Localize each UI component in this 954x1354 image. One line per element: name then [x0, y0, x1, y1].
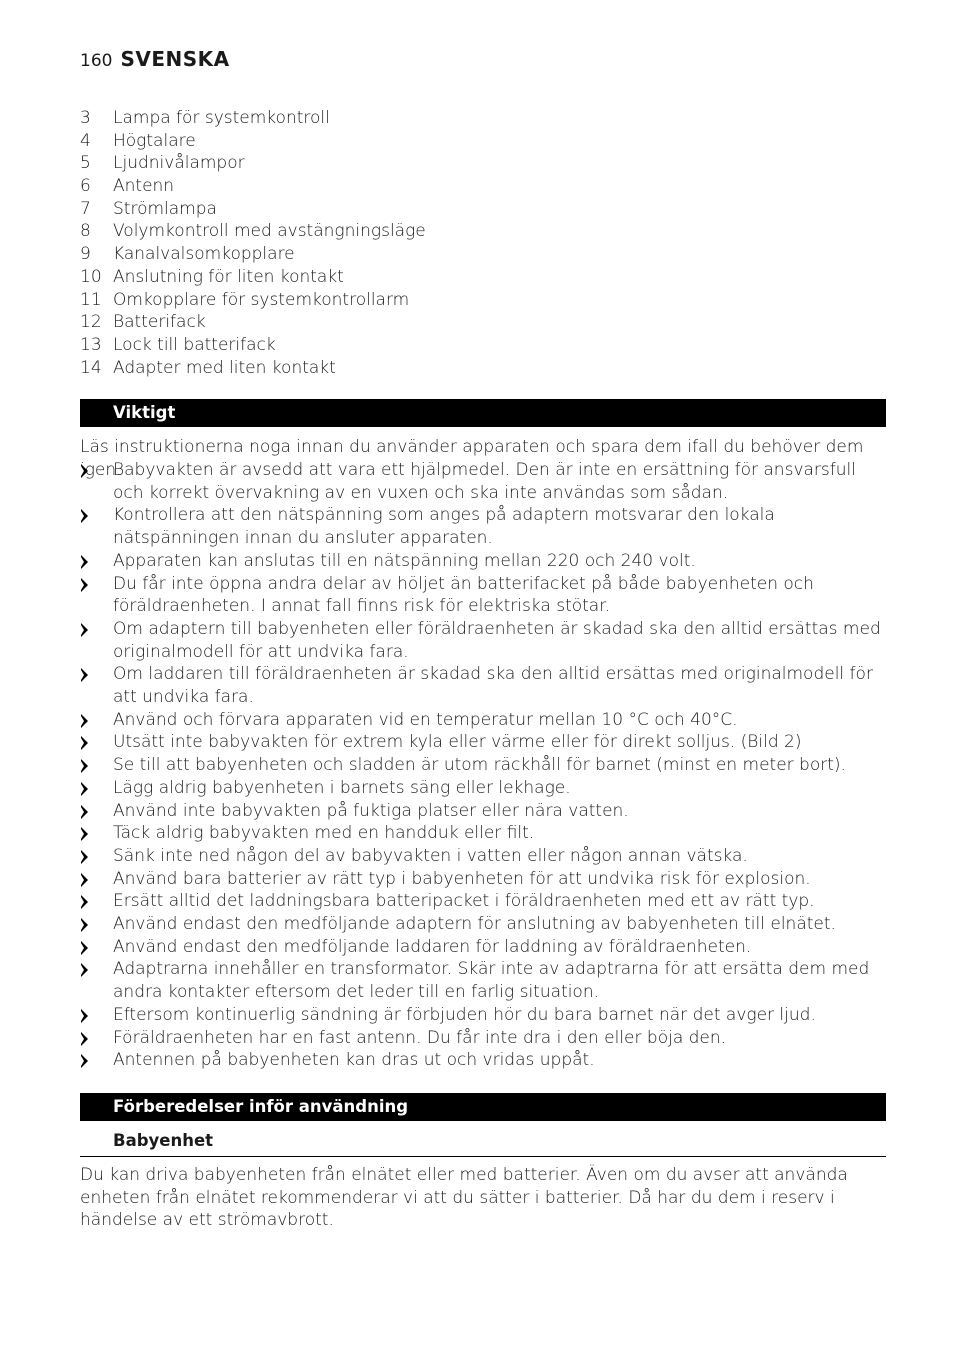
list-item	[80, 220, 880, 243]
bullet-arrow-icon	[81, 578, 88, 592]
bullet-arrow-icon	[81, 895, 88, 909]
bullet-arrow-icon	[81, 509, 88, 523]
bullet-arrow-icon	[81, 782, 88, 796]
list-item	[80, 266, 880, 289]
parts-list	[80, 107, 880, 379]
preparation-paragraph: Du kan driva babyenheten från elnätet eller med batterier. Även om du avser att använda enheten från elnätet rekommenderar vi att du sätter i batterier. Då har du dem i reserv i händelse av ett strömavbrott.	[80, 1165, 848, 1231]
list-item: Använd endast den medföljande adaptern för anslutning av babyenheten till elnätet.	[80, 913, 886, 936]
part-label: Strömlampa	[113, 198, 217, 219]
subheading-title: Babyenhet	[113, 1131, 214, 1150]
list-item: Utsätt inte babyvakten för extrem kyla eller värme eller för direkt solljus. (Bild 2)	[80, 731, 886, 754]
section-title: Viktigt	[113, 403, 176, 422]
bullet-arrow-icon	[81, 1054, 88, 1068]
list-item: Sänk inte ned någon del av babyvakten i vatten eller någon annan vätska.	[80, 845, 886, 868]
part-label: Lock till batterifack	[113, 334, 276, 355]
bullet-arrow-icon	[81, 623, 88, 637]
bullet-arrow-icon	[81, 827, 88, 841]
list-item: Du får inte öppna andra delar av höljet än batterifacket på både babyenheten och föräldraenheten. I annat fall finns risk för elektriska stötar.	[80, 573, 886, 618]
bullet-arrow-icon	[81, 941, 88, 955]
part-label: Lampa för systemkontroll	[113, 108, 330, 128]
part-number: 9	[80, 244, 91, 265]
part-number: 14	[80, 357, 102, 378]
list-item: Antennen på babyenheten kan dras ut och vridas uppåt.	[80, 1049, 886, 1072]
bullet-arrow-icon	[81, 1009, 88, 1023]
part-label: Omkopplare för systemkontrollarm	[113, 289, 410, 310]
list-item: Eftersom kontinuerlig sändning är förbjuden hör du bara barnet när det avger ljud.	[80, 1004, 886, 1027]
bullet-arrow-icon	[81, 736, 88, 750]
list-item: Adaptrarna innehåller en transformator. Skär inte av adaptrarna för att ersätta dem med andra kontakter eftersom det leder till en farlig situation.	[80, 958, 886, 1003]
section-heading-important	[80, 399, 886, 427]
language-title: SVENSKA	[120, 47, 230, 71]
part-number: 7	[80, 198, 91, 219]
bullet-arrow-icon	[81, 714, 88, 728]
part-number: 5	[80, 153, 91, 174]
safety-bullet-list	[80, 459, 886, 1072]
list-item: Använd endast den medföljande laddaren för laddning av föräldraenheten.	[80, 936, 886, 959]
section-title: Förberedelser inför användning	[113, 1097, 409, 1116]
part-number: 6	[80, 176, 91, 197]
list-item: Ersätt alltid det laddningsbara batteripacket i föräldraenheten med ett av rätt typ.	[80, 890, 886, 913]
list-item: Föräldraenheten har en fast antenn. Du får inte dra i den eller böja den.	[80, 1027, 886, 1050]
list-item	[80, 357, 880, 380]
list-item	[80, 198, 880, 221]
bullet-arrow-icon	[81, 668, 88, 682]
page-header	[80, 47, 230, 75]
bullet-arrow-icon	[81, 918, 88, 932]
part-number: 3	[80, 108, 91, 128]
list-item: Lägg aldrig babyenheten i barnets säng eller lekhage.	[80, 777, 886, 800]
bullet-arrow-icon	[81, 1032, 88, 1046]
list-item	[80, 289, 880, 312]
bullet-arrow-icon	[81, 805, 88, 819]
list-item: Om laddaren till föräldraenheten är skadad ska den alltid ersättas med originalmodell för att undvika fara.	[80, 663, 886, 708]
part-number: 4	[80, 130, 91, 151]
part-label: Högtalare	[113, 130, 196, 151]
list-item	[80, 107, 880, 130]
list-item	[80, 311, 880, 334]
part-label: Ljudnivålampor	[113, 153, 245, 174]
subheading-baby-unit	[80, 1128, 886, 1157]
list-item: Använd bara batterier av rätt typ i babyenheten för att undvika risk för explosion.	[80, 868, 886, 891]
part-label: Anslutning för liten kontakt	[113, 266, 344, 287]
section-heading-preparation	[80, 1093, 886, 1121]
page-number: 160	[80, 51, 113, 71]
list-item: Använd inte babyvakten på fuktiga platser eller nära vatten.	[80, 800, 886, 823]
bullet-arrow-icon	[81, 555, 88, 569]
list-item: Täck aldrig babyvakten med en handduk eller filt.	[80, 822, 886, 845]
part-label: Batterifack	[113, 312, 206, 333]
list-item	[80, 175, 880, 198]
list-item: Använd och förvara apparaten vid en temperatur mellan 10 °C och 40°C.	[80, 709, 886, 732]
part-number: 10	[80, 266, 102, 287]
list-item	[80, 130, 880, 153]
bullet-arrow-icon	[81, 759, 88, 773]
part-number: 11	[80, 289, 102, 310]
part-label: Volymkontroll med avstängningsläge	[113, 221, 426, 242]
bullet-arrow-icon	[81, 850, 88, 864]
part-label: Kanalvalsomkopplare	[113, 244, 295, 265]
list-item: Kontrollera att den nätspänning som anges på adaptern motsvarar den lokala nätspänningen innan du ansluter apparaten.	[80, 504, 886, 549]
list-item: Se till att babyenheten och sladden är utom räckhåll för barnet (minst en meter bort).	[80, 754, 886, 777]
bullet-arrow-icon	[81, 963, 88, 977]
list-item: Babyvakten är avsedd att vara ett hjälpmedel. Den är inte en ersättning för ansvarsfull och korrekt övervakning av en vuxen och ska inte användas som sådan.	[80, 459, 886, 504]
part-number: 8	[80, 221, 91, 242]
part-label: Adapter med liten kontakt	[113, 357, 336, 378]
list-item	[80, 152, 880, 175]
part-number: 12	[80, 312, 102, 333]
important-intro: Läs instruktionerna noga innan du använder apparaten och spara dem ifall du behöver dem igen.	[80, 437, 864, 480]
part-label: Antenn	[113, 176, 175, 197]
list-item: Apparaten kan anslutas till en nätspänning mellan 220 och 240 volt.	[80, 550, 886, 573]
part-number: 13	[80, 334, 102, 355]
bullet-arrow-icon	[81, 464, 88, 478]
list-item	[80, 334, 880, 357]
bullet-arrow-icon	[81, 873, 88, 887]
list-item: Om adaptern till babyenheten eller föräldraenheten är skadad ska den alltid ersättas med originalmodell för att undvika fara.	[80, 618, 886, 663]
list-item	[80, 243, 880, 266]
